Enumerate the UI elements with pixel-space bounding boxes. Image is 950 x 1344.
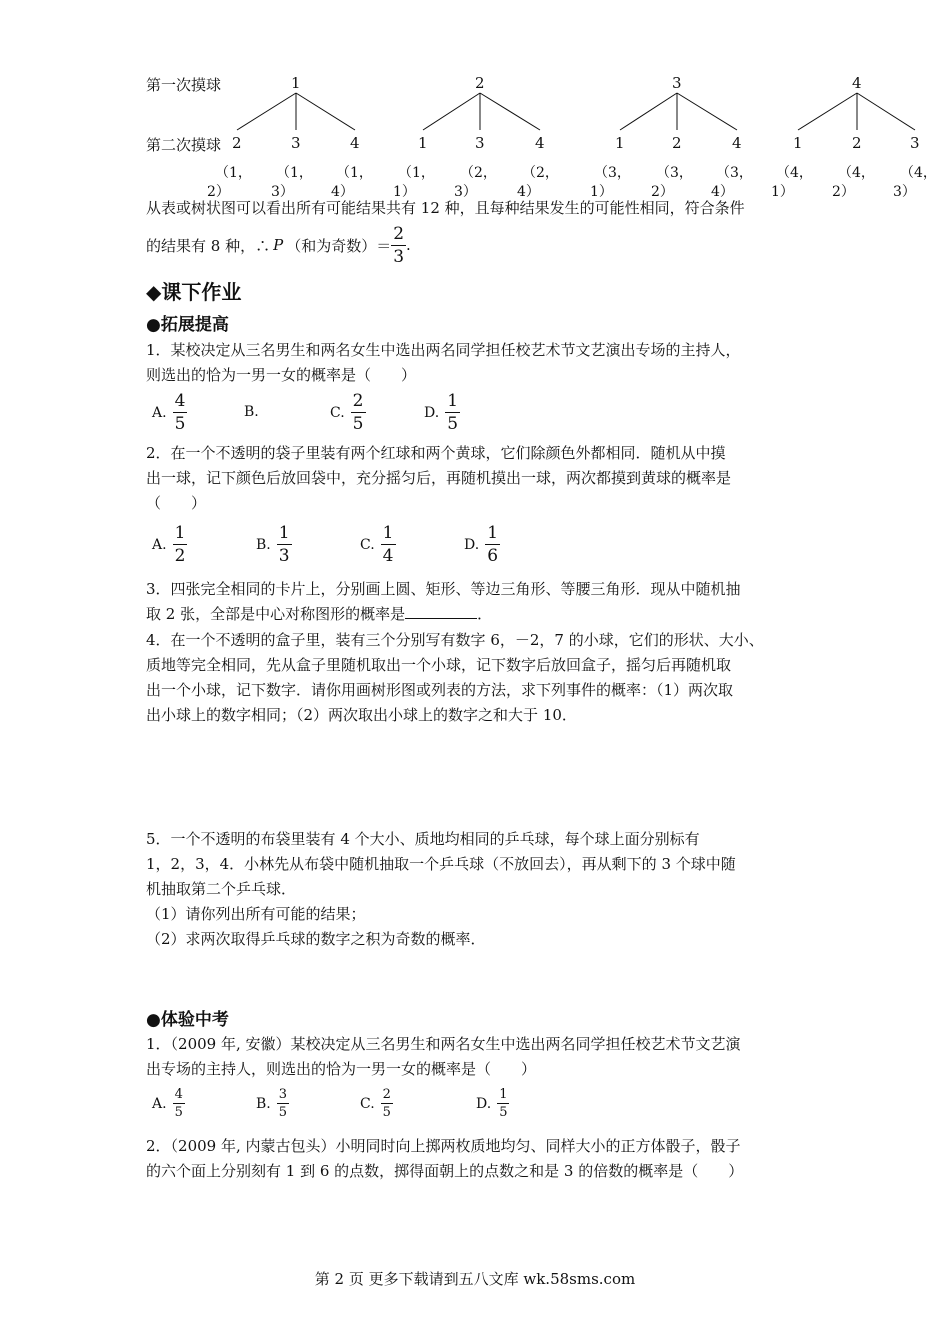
q2-option-a (152, 522, 187, 567)
option-label: C. (330, 404, 345, 421)
q1-option-b (244, 404, 259, 420)
z1-line: 1．（2009 年, 安徽）某校决定从三名男生和两名女生中选出两名同学担任校艺术节文艺演 (146, 1035, 741, 1053)
tree-root: 1 (291, 74, 301, 92)
q2-option-d (464, 522, 500, 567)
pair-top: （2， (522, 165, 559, 181)
fraction-numerator: 1 (447, 391, 459, 411)
z2-line: 的六个面上分别刻有 1 到 6 的点数，掷得面朝上的点数之和是 3 的倍数的概率是（ ） (146, 1162, 744, 1180)
fraction-denominator: 3 (278, 546, 290, 566)
option-label: A. (152, 1095, 167, 1112)
option-label: B. (244, 404, 259, 420)
pair-bottom: 3） (454, 184, 477, 200)
pair-bottom: 1） (771, 184, 794, 200)
q3-text-end: ． (477, 605, 493, 623)
pair-bottom: 3） (893, 184, 916, 200)
tree-child: 1 (793, 134, 803, 152)
pair-top: （1， (336, 165, 373, 181)
conclusion-line-2 (146, 220, 411, 270)
q5-line: （2）求两次取得乒乓球的数字之积为奇数的概率． (146, 930, 486, 948)
z1-line: 出专场的主持人，则选出的恰为一男一女的概率是（ ） (146, 1060, 537, 1078)
pair-top: （1， (276, 165, 313, 181)
fraction-numerator: 4 (174, 391, 186, 411)
fraction-denominator: 5 (278, 1105, 288, 1120)
pair-bottom: 4） (331, 184, 354, 200)
pair-bottom: 4） (711, 184, 734, 200)
q5-line: 机抽取第二个乒乓球． (146, 880, 297, 898)
option-fraction (173, 390, 188, 435)
option-label: B. (256, 1095, 271, 1112)
fraction-numerator: 2 (393, 223, 405, 244)
tree-root: 2 (475, 74, 485, 92)
fraction-denominator: 2 (174, 546, 186, 566)
fraction-denominator: 3 (393, 246, 405, 267)
option-fraction (497, 1086, 509, 1121)
fraction-numerator: 1 (487, 523, 499, 543)
pair-bottom: 2） (832, 184, 855, 200)
z1-option-d (476, 1086, 509, 1121)
pair-bottom: 2） (207, 184, 230, 200)
q1-option-a (152, 390, 187, 435)
fraction-numerator: 3 (278, 1087, 288, 1102)
pair-top: （4， (838, 165, 875, 181)
option-fraction (381, 1086, 393, 1121)
pair-top: （3， (656, 165, 693, 181)
conclusion-text: . (406, 236, 411, 254)
pair-top: （3， (716, 165, 753, 181)
z2-line: 2．（2009 年, 内蒙古包头）小明同时向上掷两枚质地均匀、同样大小的正方体骰子，骰子 (146, 1137, 741, 1155)
q5-line: 5．一个不透明的布袋里装有 4 个大小、质地均相同的乒乓球，每个球上面分别标有 (146, 830, 700, 848)
q4-line: 出一个小球，记下数字．请你用画树形图或列表的方法，求下列事件的概率：（1）两次取 (146, 681, 734, 699)
tree-child: 2 (672, 134, 682, 152)
pair-bottom: 4） (517, 184, 540, 200)
pair-top: （3， (594, 165, 631, 181)
option-label: D. (476, 1095, 492, 1112)
fraction-denominator: 5 (382, 1105, 391, 1120)
option-fraction (381, 522, 396, 567)
pair-top: （4， (900, 165, 937, 181)
q1-line: 1．某校决定从三名男生和两名女生中选出两名同学担任校艺术节文艺演出专场的主持人， (146, 341, 741, 359)
q1-option-d (424, 390, 460, 435)
fraction-denominator: 4 (382, 546, 394, 566)
pair-bottom: 1） (393, 184, 416, 200)
q2-line: （ ） (146, 494, 207, 512)
fraction-numerator: 2 (382, 1087, 391, 1102)
tree-root: 3 (672, 74, 682, 92)
q5-line: 1，2，3，4．小林先从布袋中随机抽取一个乒乓球（不放回去），再从剩下的 3 个球中随 (146, 855, 736, 873)
q4-line: 4．在一个不透明的盒子里，装有三个分别写有数字 6，－2，7 的小球，它们的形状、大小、 (146, 631, 764, 649)
probability-symbol: P (273, 236, 284, 254)
q3-line: 3．四张完全相同的卡片上，分别画上圆、矩形、等边三角形、等腰三角形．现从中随机抽 (146, 580, 741, 598)
tree-child: 4 (732, 134, 742, 152)
conclusion-text: 的结果有 8 种，∴ (146, 236, 271, 255)
fraction-numerator: 4 (174, 1087, 183, 1102)
option-label: C. (360, 536, 375, 553)
q2-option-c (360, 522, 396, 567)
tree-child: 1 (615, 134, 625, 152)
tree-child: 4 (535, 134, 545, 152)
q4-line: 质地等完全相同，先从盒子里随机取出一个小球，记下数字后放回盒子，摇匀后再随机取 (146, 656, 732, 674)
section-title-extension: ●拓展提高 (146, 315, 229, 335)
page-footer: 第 2 页 更多下载请到五八文库 wk.58sms.com (314, 1270, 636, 1288)
conclusion-line-1: 从表或树状图可以看出所有可能结果共有 12 种，且每种结果发生的可能性相同，符合条件 (146, 199, 745, 217)
q2-line: 出一球，记下颜色后放回袋中，充分摇匀后，再随机摸出一球，两次都摸到黄球的概率是 (146, 469, 732, 487)
option-fraction (485, 522, 500, 567)
option-label: D. (424, 404, 440, 421)
conclusion-text: （和为奇数）＝ (286, 236, 392, 255)
pair-top: （1， (398, 165, 435, 181)
fraction-denominator: 5 (352, 414, 364, 434)
q2-option-b (256, 522, 292, 567)
fraction-denominator: 5 (447, 414, 459, 434)
option-fraction (277, 1086, 289, 1121)
option-fraction (445, 390, 460, 435)
pair-bottom: 2） (651, 184, 674, 200)
fraction-numerator: 1 (382, 523, 394, 543)
option-fraction (277, 522, 292, 567)
option-label: C. (360, 1095, 375, 1112)
pair-bottom: 3） (271, 184, 294, 200)
tree-child: 3 (475, 134, 485, 152)
option-fraction (173, 522, 188, 567)
q1-option-c (330, 390, 366, 435)
tree-second-label: 第二次摸球 (146, 136, 222, 154)
homework-title: ◆课下作业 (146, 280, 242, 304)
z1-option-c (360, 1086, 393, 1121)
q4-line: 出小球上的数字相同；（2）两次取出小球上的数字之和大于 10． (146, 706, 577, 724)
fraction-numerator: 1 (174, 523, 186, 543)
fraction-denominator: 5 (174, 414, 186, 434)
q1-line: 则选出的恰为一男一女的概率是（ ） (146, 366, 417, 384)
q3-text: 取 2 张，全部是中心对称图形的概率是 (146, 605, 406, 623)
fraction-numerator: 1 (278, 523, 290, 543)
option-label: A. (152, 536, 167, 553)
fraction-numerator: 1 (499, 1087, 508, 1102)
pair-top: （2， (460, 165, 497, 181)
z1-option-a (152, 1086, 185, 1121)
fraction-denominator: 6 (487, 546, 499, 566)
option-label: B. (256, 536, 271, 553)
tree-child: 1 (418, 134, 428, 152)
q2-line: 2．在一个不透明的袋子里装有两个红球和两个黄球，它们除颜色外都相同．随机从中摸 (146, 444, 726, 462)
option-label: A. (152, 404, 167, 421)
result-fraction (391, 223, 406, 268)
pair-top: （1， (215, 165, 252, 181)
q3-line-2 (146, 603, 492, 624)
tree-child: 2 (852, 134, 862, 152)
tree-first-label: 第一次摸球 (146, 76, 222, 94)
section-title-exam: ●体验中考 (146, 1010, 229, 1030)
fraction-numerator: 2 (352, 391, 364, 411)
q5-line: （1）请你列出所有可能的结果； (146, 905, 366, 923)
option-label: D. (464, 536, 480, 553)
option-fraction (173, 1086, 185, 1121)
tree-child: 3 (910, 134, 920, 152)
tree-child: 2 (232, 134, 242, 152)
fraction-denominator: 5 (499, 1105, 508, 1120)
tree-root: 4 (852, 74, 862, 92)
z1-option-b (256, 1086, 289, 1121)
fraction-denominator: 5 (174, 1105, 183, 1120)
tree-child: 4 (350, 134, 360, 152)
option-fraction (351, 390, 366, 435)
tree-child: 3 (291, 134, 301, 152)
pair-bottom: 1） (590, 184, 613, 200)
pair-top: （4， (776, 165, 813, 181)
answer-blank[interactable] (405, 604, 477, 619)
